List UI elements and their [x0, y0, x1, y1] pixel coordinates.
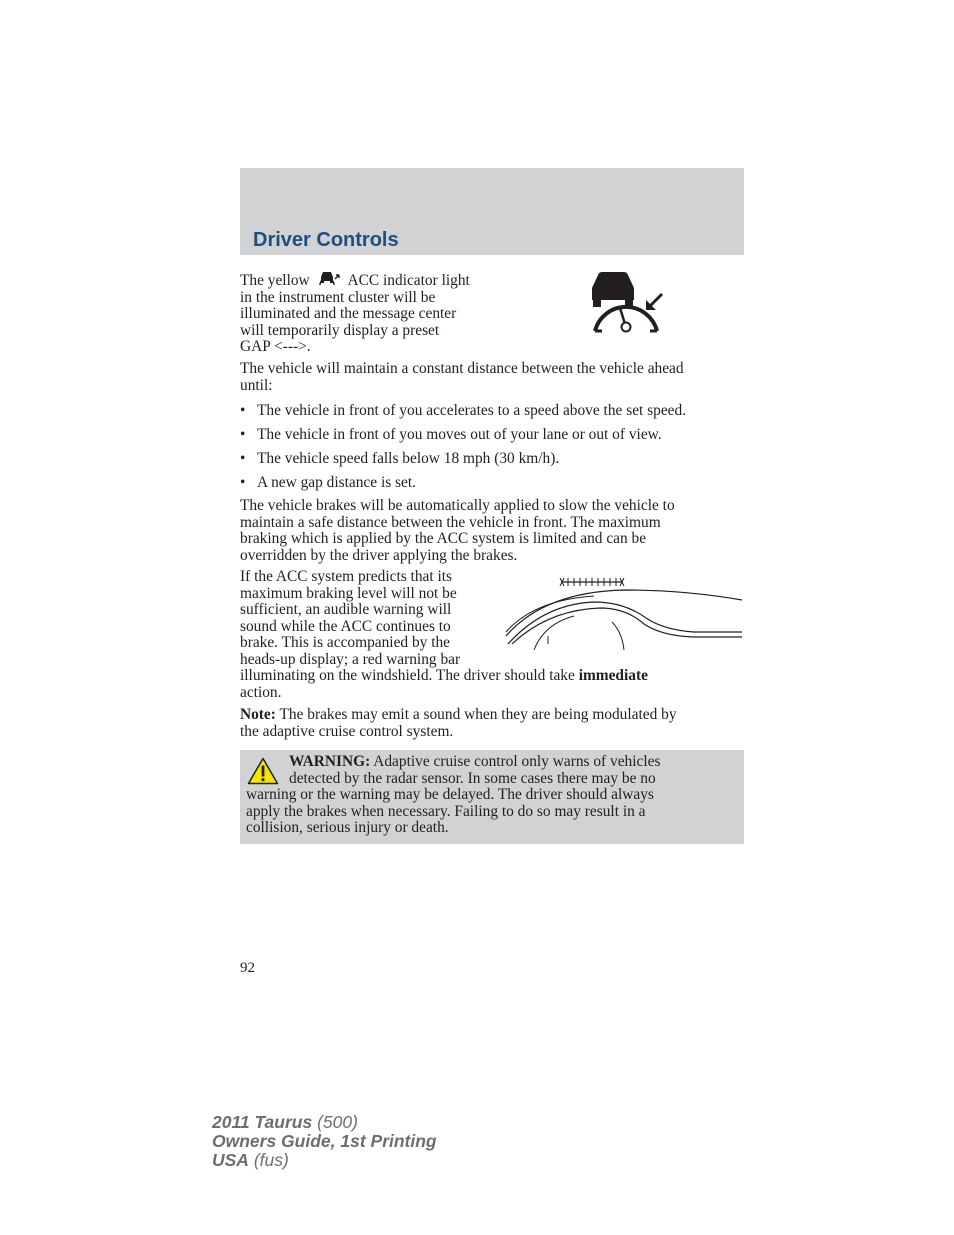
page-title: Driver Controls [253, 229, 399, 251]
intro-line: will temporarily display a preset [240, 321, 440, 339]
paragraph-line: maximum braking level will not be [240, 584, 457, 602]
warning-line: collision, serious injury or death. [246, 819, 449, 836]
paragraph-line: If the ACC system predicts that its [240, 568, 453, 585]
footer-model-code: (500) [312, 1112, 358, 1132]
paragraph-line: overridden by the driver applying the brakes. [240, 546, 518, 564]
bullet-dot: • [240, 402, 246, 419]
list-item-text: The vehicle in front of you moves out of your lane or out of view. [257, 426, 662, 443]
emphasis-immediate: immediate [578, 667, 648, 684]
document-footer [212, 1113, 437, 1170]
paragraph-line: braking which is applied by the ACC system is limited and can be [240, 530, 647, 547]
paragraph-line: The vehicle brakes will be automatically applied to slow the vehicle to [240, 497, 675, 514]
footer-model: 2011 Taurus [212, 1112, 313, 1132]
list-item-text: The vehicle in front of you accelerates to a speed above the set speed. [257, 402, 687, 419]
footer-market: USA [212, 1150, 249, 1170]
warning-line: apply the brakes when necessary. Failing to do so may result in a [246, 803, 646, 820]
page-number: 92 [240, 960, 255, 976]
paragraph-line: maintain a safe distance between the vehicle in front. The maximum [240, 513, 661, 531]
section-header [240, 168, 744, 255]
note-paragraph [240, 707, 677, 740]
paragraph-line: action. [240, 683, 282, 701]
paragraph-maintain-distance [240, 361, 684, 394]
paragraph-line: sufficient, an audible warning will [240, 601, 452, 618]
intro-line: illuminated and the message center [240, 305, 457, 322]
acc-gauge-icon [586, 270, 666, 336]
list-item [240, 426, 662, 444]
note-text: the adaptive cruise control system. [240, 722, 454, 740]
warning-line: detected by the radar sensor. In some cases there may be no [289, 770, 656, 787]
warning-label: WARNING: [289, 753, 371, 770]
acc-indicator-icon [318, 271, 340, 286]
intro-text-1: The yellow [240, 272, 310, 289]
note-label: Note: [240, 706, 276, 723]
paragraph-line: The vehicle will maintain a constant distance between the vehicle ahead [240, 360, 684, 377]
warning-line-first [289, 754, 660, 771]
paragraph-line: until: [240, 376, 273, 394]
list-item [240, 450, 559, 468]
paragraph-line: heads-up display; a red warning bar [240, 650, 461, 668]
warning-box [240, 750, 744, 844]
intro-paragraph [240, 271, 470, 356]
bullet-dot: • [240, 426, 246, 443]
list-item-text: A new gap distance is set. [257, 474, 417, 491]
intro-line: GAP <--->. [240, 338, 311, 355]
note-text: The brakes may emit a sound when they are being modulated by [275, 706, 677, 723]
paragraph-line: illuminating on the windshield. The driver should take [240, 667, 579, 684]
intro-line: in the instrument cluster will be [240, 288, 436, 306]
paragraph-line: brake. This is accompanied by the [240, 634, 450, 651]
warning-triangle-icon [247, 757, 279, 785]
intro-text-2: ACC indicator light [347, 272, 470, 289]
paragraph-brakes-applied [240, 498, 675, 564]
paragraph-line: sound while the ACC continues to [240, 617, 451, 635]
list-item-text: The vehicle speed falls below 18 mph (30 km/h). [257, 450, 560, 467]
footer-edition: Owners Guide, 1st Printing [212, 1131, 437, 1151]
footer-market-code: (fus) [248, 1150, 289, 1170]
bullet-dot: • [240, 450, 246, 467]
warning-text: Adaptive cruise control only warns of vehicles [370, 753, 661, 770]
heads-up-warning-illustration [504, 574, 744, 650]
warning-line: warning or the warning may be delayed. The driver should always [246, 786, 654, 803]
list-item [240, 402, 686, 420]
list-item [240, 474, 416, 492]
bullet-dot: • [240, 474, 246, 491]
